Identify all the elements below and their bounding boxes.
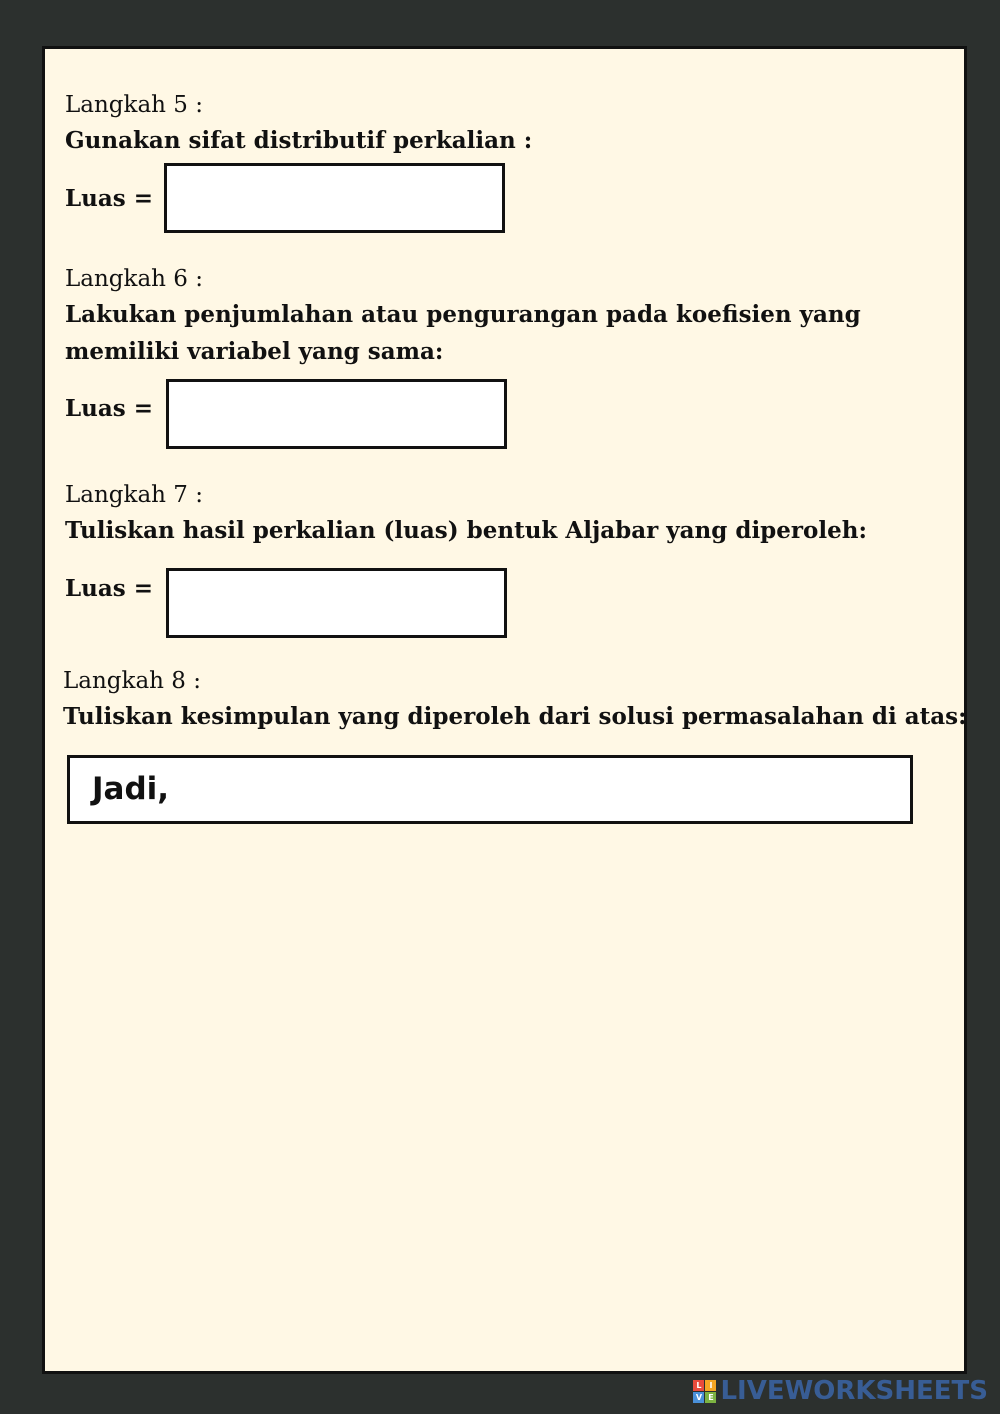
conclusion-box[interactable] bbox=[67, 755, 913, 824]
liveworksheets-logo-icon bbox=[693, 1380, 716, 1403]
logo-letter-l: L bbox=[693, 1380, 704, 1391]
step-7-answer-input[interactable] bbox=[166, 568, 507, 638]
step-6-instruction: Lakukan penjumlahan atau pengurangan pada koefisien yang memiliki variabel yang sama: bbox=[65, 301, 861, 365]
worksheet-page bbox=[42, 46, 967, 1374]
step-5-instruction: Gunakan sifat distributif perkalian : bbox=[65, 127, 533, 154]
logo-letter-e: E bbox=[705, 1392, 716, 1403]
step-7-luas-label: Luas = bbox=[65, 575, 154, 602]
step-6-luas-label: Luas = bbox=[65, 395, 154, 422]
step-6-answer-input[interactable] bbox=[166, 379, 507, 449]
step-7-instruction: Tuliskan hasil perkalian (luas) bentuk Aljabar yang diperoleh: bbox=[65, 517, 867, 544]
step-5-title: Langkah 5 : bbox=[65, 92, 203, 118]
step-5-luas-label: Luas = bbox=[65, 185, 154, 212]
liveworksheets-watermark bbox=[693, 1376, 988, 1406]
conclusion-prefix: Jadi, bbox=[92, 771, 170, 807]
logo-letter-i: I bbox=[705, 1380, 716, 1391]
brand-name: LIVEWORKSHEETS bbox=[720, 1376, 988, 1406]
step-6-title: Langkah 6 : bbox=[65, 266, 203, 292]
step-7-title: Langkah 7 : bbox=[65, 482, 203, 508]
step-8-instruction: Tuliskan kesimpulan yang diperoleh dari solusi permasalahan di atas: bbox=[63, 703, 967, 730]
step-5-answer-input[interactable] bbox=[164, 163, 505, 233]
step-8-title: Langkah 8 : bbox=[63, 668, 201, 694]
logo-letter-v: V bbox=[693, 1392, 704, 1403]
